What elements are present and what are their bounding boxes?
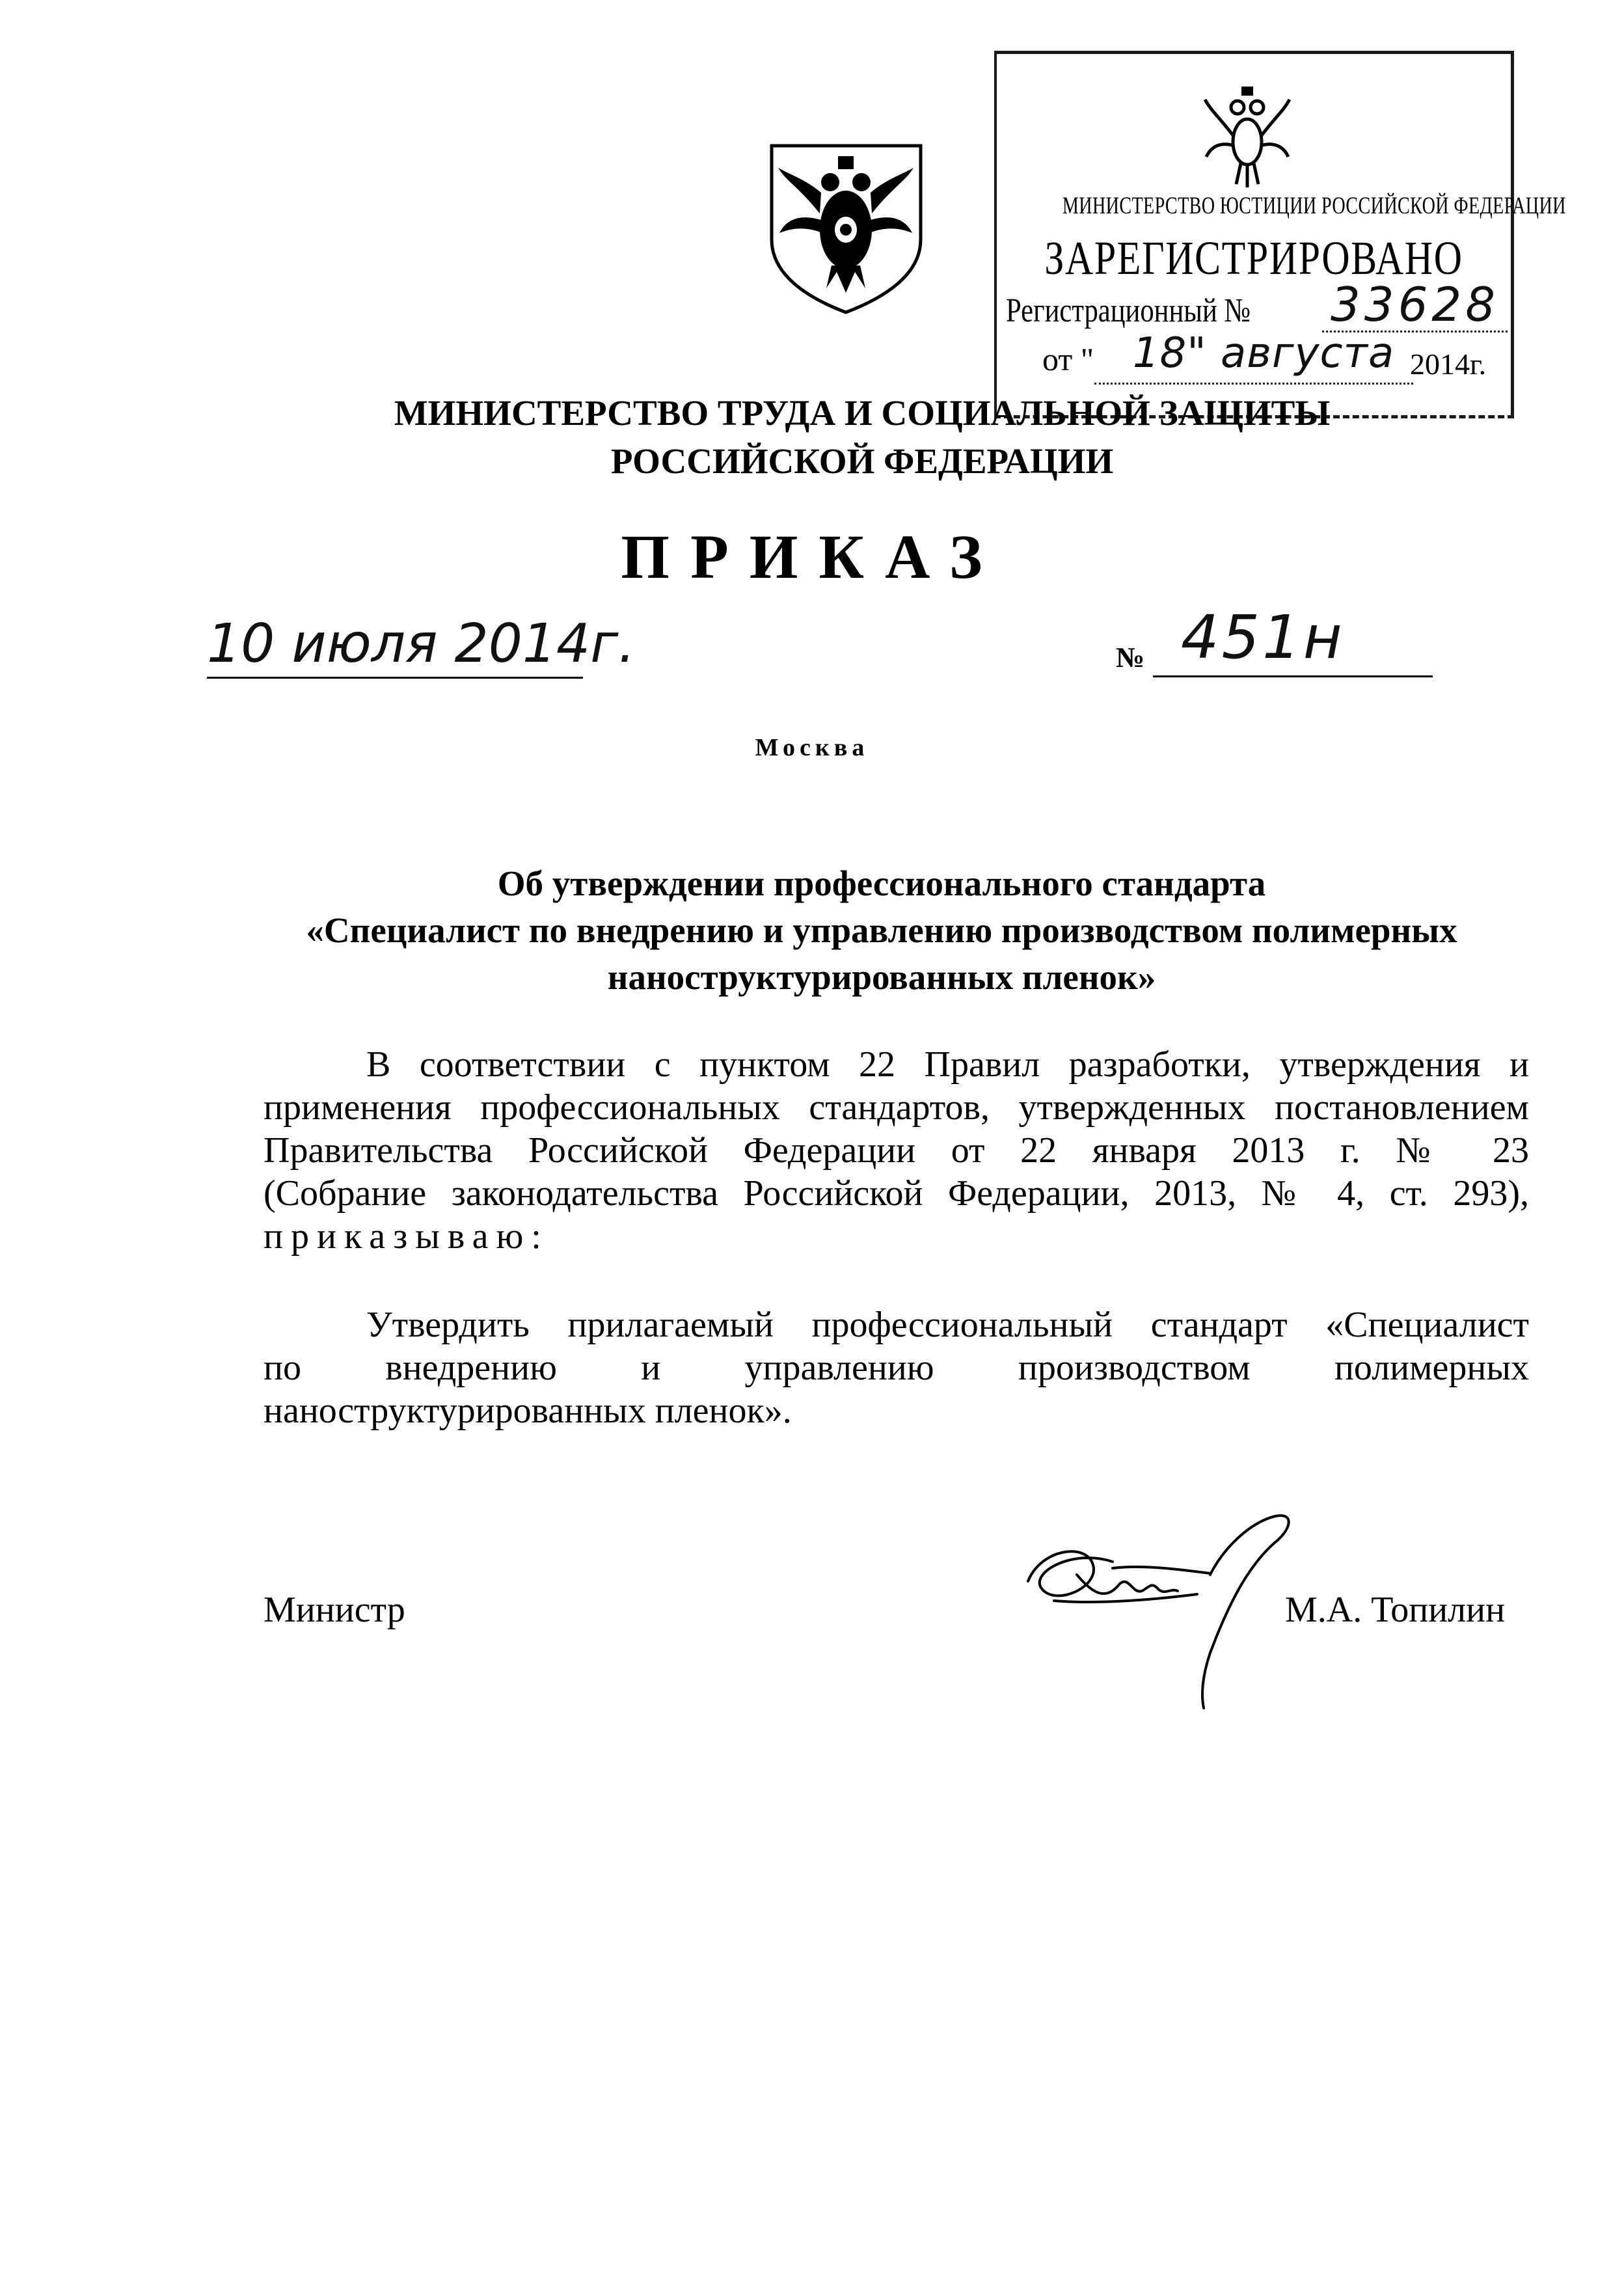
body-line: по внедрению и управлению производством полимерных <box>264 1348 1529 1388</box>
ministry-name-line: РОССИЙСКОЙ ФЕДЕРАЦИИ <box>610 441 1114 481</box>
body-paragraph <box>264 1043 1529 1258</box>
order-number: 451н <box>1181 603 1345 672</box>
order-title-line: Об утверждении профессионального стандарта <box>497 863 1266 903</box>
body-line: Утвердить прилагаемый профессиональный стандарт «Специалист <box>366 1305 1529 1345</box>
body-line: (Собрание законодательства Российской Федерации, 2013, № 4, ст. 293), <box>264 1173 1529 1214</box>
body-line: В соответствии с пунктом 22 Правил разработки, утверждения и <box>366 1044 1529 1085</box>
coat-of-arms-icon <box>766 142 926 314</box>
document-type-heading: ПРИКАЗ <box>621 522 1003 591</box>
order-date-underline <box>207 677 583 679</box>
stamp-from-label: от " <box>1042 341 1094 377</box>
signatory-name: М.А. Топилин <box>1285 1590 1506 1630</box>
registration-stamp <box>994 51 1566 418</box>
order-title-line: «Специалист по внедрению и управлению производством полимерных <box>306 910 1457 950</box>
body-line: наноструктурированных пленок». <box>264 1391 792 1431</box>
stamp-ministry-text: МИНИСТЕРСТВО ЮСТИЦИИ РОССИЙСКОЙ ФЕДЕРАЦИИ <box>1062 193 1566 219</box>
body-line: приказываю: <box>264 1216 549 1256</box>
stamp-status-text: ЗАРЕГИСТРИРОВАНО <box>1044 232 1463 284</box>
order-title <box>247 860 1516 1001</box>
stamp-reg-label: Регистрационный № <box>1006 292 1251 329</box>
body-line: применения профессиональных стандартов, утвержденных постановлением <box>264 1087 1529 1128</box>
stamp-reg-number: 33628 <box>1330 277 1500 332</box>
ministry-name <box>325 389 1399 485</box>
stamp-eagle-icon <box>1198 80 1296 191</box>
signatory-position: Министр <box>264 1590 405 1630</box>
number-sign: № <box>1116 642 1145 673</box>
order-number-underline <box>1153 675 1433 677</box>
ministry-name-line: МИНИСТЕРСТВО ТРУДА И СОЦИАЛЬНОЙ ЗАЩИТЫ <box>394 393 1331 433</box>
city-name: Москва <box>755 734 869 761</box>
order-date: 10 июля 2014г. <box>207 613 636 675</box>
order-title-line: наноструктурированных пленок» <box>607 957 1156 997</box>
body-paragraph <box>264 1303 1529 1432</box>
stamp-date-underline <box>1094 383 1413 385</box>
stamp-reg-date: 18" августа <box>1132 329 1395 377</box>
handwritten-signature <box>1015 1503 1301 1718</box>
body-line: Правительства Российской Федерации от 22 января 2013 г. № 23 <box>264 1130 1529 1171</box>
stamp-year: 2014г. <box>1410 347 1487 381</box>
